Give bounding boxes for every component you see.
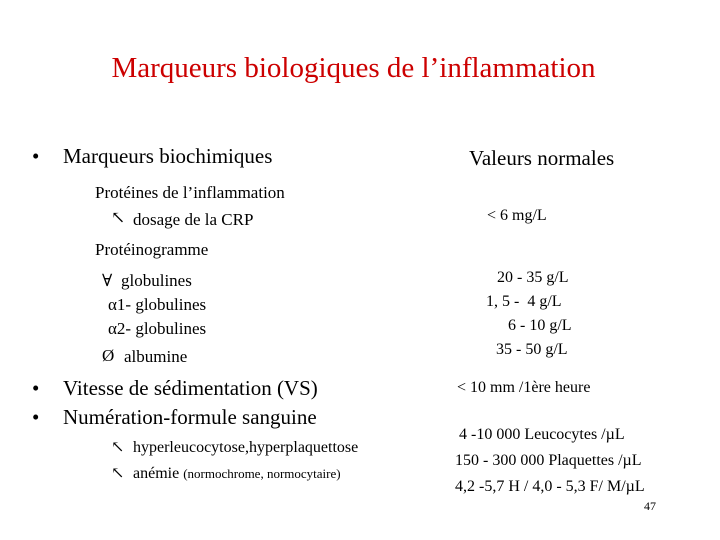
albumine-label: albumine	[124, 347, 188, 366]
for-all-icon: ∀	[102, 271, 113, 290]
arrow-right-icon: Ø	[102, 346, 115, 365]
leuco-value: 4 -10 000 Leucocytes /µL	[459, 426, 625, 443]
valeurs-heading: Valeurs normales	[469, 146, 615, 170]
alpha1-value: 1, 5 - 4 g/L	[486, 293, 562, 310]
bullet-vs: •	[32, 376, 40, 400]
crp-value: < 6 mg/L	[487, 207, 547, 224]
page-title: Marqueurs biologiques de l’inflammation	[111, 52, 596, 84]
anemie-label	[133, 465, 341, 483]
alpha2-label: α2- globulines	[108, 319, 207, 338]
biochem-heading: Marqueurs biochimiques	[63, 144, 273, 168]
proteines-inflammation-label: Protéines de l’inflammation	[95, 183, 285, 202]
bullet-nfs: •	[32, 405, 40, 429]
arrow-up-left-icon: ↖	[111, 208, 126, 227]
crp-label: dosage de la CRP	[133, 210, 254, 229]
bullet-biochem: •	[32, 144, 40, 168]
globulines-label: globulines	[121, 271, 192, 290]
globulines-value: 20 - 35 g/L	[497, 269, 569, 286]
proteinogramme-label: Protéinogramme	[95, 240, 209, 259]
nfs-heading: Numération-formule sanguine	[63, 405, 317, 429]
hemato-value: 4,2 -5,7 H / 4,0 - 5,3 F/ M/µL	[455, 478, 645, 495]
arrow-up-left-icon: ↖	[111, 465, 125, 482]
vs-value: < 10 mm /1ère heure	[457, 379, 591, 396]
anemie-word: anémie	[133, 465, 180, 482]
plaquettes-value: 150 - 300 000 Plaquettes /µL	[455, 452, 642, 469]
alpha1-label: α1- globulines	[108, 295, 207, 314]
hyper-label: hyperleucocytose,hyperplaquettose	[133, 439, 359, 456]
anemie-note: (normochrome, normocytaire)	[183, 466, 341, 481]
page-number: 47	[644, 499, 656, 513]
arrow-up-left-icon: ↖	[111, 439, 125, 456]
alpha2-value: 6 - 10 g/L	[508, 317, 572, 334]
vs-heading: Vitesse de sédimentation (VS)	[63, 376, 318, 400]
albumine-value: 35 - 50 g/L	[496, 341, 568, 358]
